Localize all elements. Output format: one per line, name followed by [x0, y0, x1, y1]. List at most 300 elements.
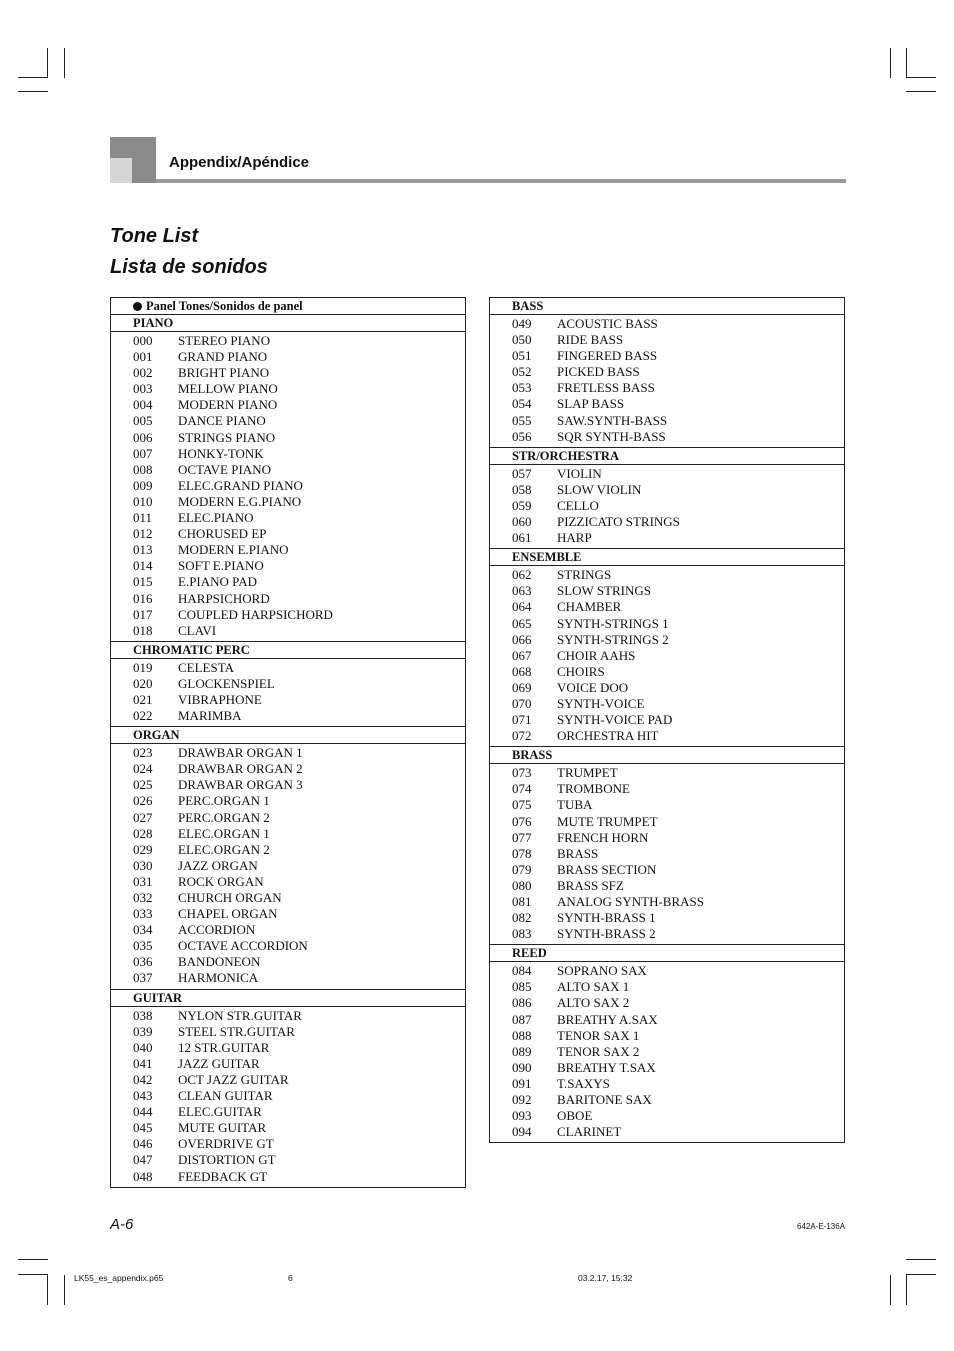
tone-row [111, 692, 465, 708]
tone-name: DISTORTION GT [178, 1152, 276, 1168]
tone-row [490, 1124, 844, 1140]
tone-row [490, 1060, 844, 1076]
tone-number: 055 [512, 412, 532, 428]
crop-mark [18, 1274, 48, 1275]
tone-row [111, 890, 465, 906]
tone-row [490, 380, 844, 396]
tone-row [490, 1076, 844, 1092]
left-column-body [111, 315, 465, 1187]
tone-name: SQR SYNTH-BASS [557, 428, 666, 444]
tone-name: CHAMBER [557, 599, 622, 615]
tone-row [490, 1012, 844, 1028]
tone-name: SYNTH-STRINGS 2 [557, 631, 669, 647]
tone-row [490, 429, 844, 445]
tone-number: 091 [512, 1075, 532, 1091]
tone-name: RIDE BASS [557, 332, 624, 348]
tone-number: 009 [133, 477, 153, 493]
tone-number: 082 [512, 910, 532, 926]
crop-mark [906, 91, 936, 92]
tone-row [111, 954, 465, 970]
tone-number: 084 [512, 963, 532, 979]
tone-row [490, 797, 844, 813]
tone-row [111, 462, 465, 478]
tone-number: 093 [512, 1108, 532, 1124]
tone-number: 003 [133, 381, 153, 397]
tone-name: CLARINET [557, 1124, 622, 1140]
tone-row [490, 862, 844, 878]
tone-name: SYNTH-STRINGS 1 [557, 615, 669, 631]
tone-number: 008 [133, 461, 153, 477]
tone-name: BRIGHT PIANO [178, 365, 270, 381]
tone-name: ELEC.GUITAR [178, 1104, 262, 1120]
tone-number: 007 [133, 445, 153, 461]
tone-row [490, 781, 844, 797]
tone-number: 062 [512, 567, 532, 583]
tone-name: MARIMBA [178, 708, 242, 724]
tone-row [490, 846, 844, 862]
tone-number: 065 [512, 615, 532, 631]
tone-row [490, 498, 844, 514]
tone-row [490, 396, 844, 412]
tone-rows [111, 1007, 465, 1187]
tone-row [111, 494, 465, 510]
tone-number: 015 [133, 574, 153, 590]
tone-row [490, 332, 844, 348]
tone-number: 001 [133, 349, 153, 365]
tone-row [490, 648, 844, 664]
tone-name: BREATHY A.SAX [557, 1011, 658, 1027]
tone-number: 078 [512, 845, 532, 861]
tone-number: 004 [133, 397, 153, 413]
tone-number: 058 [512, 481, 532, 497]
category-heading: BASS [490, 298, 844, 315]
category-heading: PIANO [111, 315, 465, 332]
tone-number: 045 [133, 1120, 153, 1136]
tone-number: 018 [133, 622, 153, 638]
slug-filename: LK55_es_appendix.p65 [74, 1273, 164, 1283]
tone-name: SAW.SYNTH-BASS [557, 412, 668, 428]
tone-name: CELESTA [178, 659, 235, 675]
tone-number: 043 [133, 1088, 153, 1104]
crop-mark [18, 91, 48, 92]
tone-row [111, 1136, 465, 1152]
tone-name: STRINGS [557, 567, 612, 583]
tone-row [111, 1152, 465, 1168]
header-rule [156, 179, 846, 183]
tone-row [490, 728, 844, 744]
tone-number: 041 [133, 1055, 153, 1071]
tone-number: 026 [133, 793, 153, 809]
tone-number: 013 [133, 542, 153, 558]
tone-row [490, 316, 844, 332]
tone-name: ALTO SAX 2 [557, 995, 630, 1011]
crop-mark [47, 48, 48, 78]
tone-name: MUTE GUITAR [178, 1120, 267, 1136]
tone-number: 042 [133, 1071, 153, 1087]
tone-row [111, 810, 465, 826]
tone-row [111, 607, 465, 623]
tone-row [111, 1169, 465, 1185]
tone-number: 085 [512, 979, 532, 995]
tone-number: 020 [133, 675, 153, 691]
tone-row [490, 830, 844, 846]
tone-name: SLAP BASS [557, 396, 625, 412]
tone-name: CLAVI [178, 622, 217, 638]
tone-number: 092 [512, 1092, 532, 1108]
tone-number: 089 [512, 1043, 532, 1059]
tone-row [111, 793, 465, 809]
tone-name: DRAWBAR ORGAN 1 [178, 745, 303, 761]
tone-name: FINGERED BASS [557, 348, 658, 364]
tone-row [490, 413, 844, 429]
crop-mark [18, 1259, 48, 1260]
tone-row [490, 466, 844, 482]
tone-number: 054 [512, 396, 532, 412]
tone-row [490, 995, 844, 1011]
tone-name: T.SAXYS [557, 1075, 610, 1091]
tone-name: OBOE [557, 1108, 593, 1124]
tone-number: 047 [133, 1152, 153, 1168]
tone-row [111, 1104, 465, 1120]
tone-name: STRINGS PIANO [178, 429, 276, 445]
tone-name: OVERDRIVE GT [178, 1136, 274, 1152]
tone-number: 034 [133, 922, 153, 938]
tone-row [490, 696, 844, 712]
category-heading: STR/ORCHESTRA [490, 447, 844, 465]
tone-name: PIZZICATO STRINGS [557, 514, 680, 530]
tone-row [490, 664, 844, 680]
tone-number: 088 [512, 1027, 532, 1043]
tone-number: 031 [133, 873, 153, 889]
tone-number: 002 [133, 365, 153, 381]
tone-rows [490, 465, 844, 548]
tone-row [490, 894, 844, 910]
tone-row [490, 963, 844, 979]
tone-number: 021 [133, 691, 153, 707]
tone-name: BRASS [557, 845, 599, 861]
tone-number: 066 [512, 631, 532, 647]
tone-row [111, 446, 465, 462]
tone-number: 051 [512, 348, 532, 364]
tone-row [111, 1072, 465, 1088]
category-heading: GUITAR [111, 989, 465, 1007]
tone-name: VIOLIN [557, 465, 602, 481]
tone-row [490, 712, 844, 728]
category-heading: REED [490, 944, 844, 962]
tone-row [111, 1120, 465, 1136]
tone-row [490, 514, 844, 530]
tone-row [111, 478, 465, 494]
tone-name: CHOIRS [557, 663, 605, 679]
tone-row [111, 1008, 465, 1024]
tone-number: 000 [133, 333, 153, 348]
tone-name: NYLON STR.GUITAR [178, 1007, 302, 1023]
tone-number: 033 [133, 906, 153, 922]
tone-name: FRENCH HORN [557, 829, 649, 845]
crop-mark [890, 1275, 891, 1305]
tone-row [111, 558, 465, 574]
tone-name: MODERN E.G.PIANO [178, 493, 302, 509]
tone-row [111, 1040, 465, 1056]
tone-row [490, 1028, 844, 1044]
tone-row [111, 938, 465, 954]
tone-name: PERC.ORGAN 2 [178, 809, 270, 825]
tone-name: CHOIR AAHS [557, 647, 636, 663]
panel-tones-label: Panel Tones/Sonidos de panel [146, 299, 303, 313]
crop-mark [64, 1275, 65, 1305]
tone-number: 049 [512, 316, 532, 331]
tone-number: 038 [133, 1007, 153, 1023]
tone-row [111, 874, 465, 890]
tone-number: 006 [133, 429, 153, 445]
tone-row [111, 970, 465, 986]
bullet-icon [133, 302, 142, 311]
tone-name: STEEL STR.GUITAR [178, 1023, 295, 1039]
tone-name: JAZZ ORGAN [178, 857, 258, 873]
tone-number: 060 [512, 514, 532, 530]
tone-number: 056 [512, 428, 532, 444]
tone-row [111, 858, 465, 874]
tone-row [111, 745, 465, 761]
crop-mark [906, 77, 936, 78]
tone-name: MELLOW PIANO [178, 381, 278, 397]
tone-name: ELEC.PIANO [178, 510, 254, 526]
tone-number: 025 [133, 777, 153, 793]
tone-row [490, 765, 844, 781]
tone-number: 014 [133, 558, 153, 574]
tone-name: DANCE PIANO [178, 413, 266, 429]
tone-number: 046 [133, 1136, 153, 1152]
tone-name: BREATHY T.SAX [557, 1059, 656, 1075]
tone-name: ACOUSTIC BASS [557, 316, 658, 331]
tone-row [111, 1024, 465, 1040]
tone-row [111, 542, 465, 558]
tone-name: JAZZ GUITAR [178, 1055, 260, 1071]
tone-name: MODERN PIANO [178, 397, 278, 413]
page-folio: A-6 [110, 1216, 134, 1233]
tone-name: VIBRAPHONE [178, 691, 262, 707]
tone-name: OCT JAZZ GUITAR [178, 1071, 289, 1087]
tone-number: 061 [512, 530, 532, 546]
tone-name: STEREO PIANO [178, 333, 271, 348]
tone-row [490, 910, 844, 926]
crop-mark [906, 48, 907, 78]
tone-name: ORCHESTRA HIT [557, 728, 659, 744]
tone-row [490, 680, 844, 696]
crop-mark [64, 48, 65, 78]
tone-number: 039 [133, 1023, 153, 1039]
tone-rows [111, 332, 465, 641]
tone-number: 024 [133, 761, 153, 777]
tone-row [111, 777, 465, 793]
tone-name: PERC.ORGAN 1 [178, 793, 270, 809]
tone-row [490, 878, 844, 894]
tone-name: TENOR SAX 1 [557, 1027, 640, 1043]
tone-name: PICKED BASS [557, 364, 640, 380]
tone-name: SOPRANO SAX [557, 963, 647, 979]
tone-rows [490, 764, 844, 944]
tone-table-left [110, 297, 466, 1188]
tone-number: 069 [512, 679, 532, 695]
tone-number: 010 [133, 493, 153, 509]
tone-number: 016 [133, 590, 153, 606]
tone-row [111, 349, 465, 365]
tone-row [490, 979, 844, 995]
tone-name: SOFT E.PIANO [178, 558, 264, 574]
tone-number: 057 [512, 465, 532, 481]
tone-row [111, 397, 465, 413]
tone-name: SLOW VIOLIN [557, 481, 642, 497]
tone-number: 079 [512, 861, 532, 877]
tone-row [111, 510, 465, 526]
crop-mark [890, 48, 891, 78]
tone-name: CHURCH ORGAN [178, 890, 282, 905]
tone-name: SYNTH-VOICE PAD [557, 712, 673, 728]
tone-row [111, 1056, 465, 1072]
tone-number: 064 [512, 599, 532, 615]
tone-name: ANALOG SYNTH-BRASS [557, 894, 704, 909]
tone-row [111, 842, 465, 858]
tone-name: HARP [557, 530, 592, 546]
tone-number: 035 [133, 938, 153, 954]
tone-row [111, 676, 465, 692]
tone-name: ROCK ORGAN [178, 873, 264, 889]
tone-number: 076 [512, 813, 532, 829]
tone-row [490, 530, 844, 546]
tone-number: 029 [133, 841, 153, 857]
tone-number: 022 [133, 708, 153, 724]
panel-tones-heading [111, 298, 465, 315]
tone-row [490, 616, 844, 632]
tone-row [490, 1092, 844, 1108]
tone-row [111, 365, 465, 381]
tone-name: HARMONICA [178, 970, 259, 986]
tone-name: GRAND PIANO [178, 349, 268, 365]
tone-name: BRASS SFZ [557, 877, 624, 893]
tone-row [111, 526, 465, 542]
tone-number: 070 [512, 695, 532, 711]
tone-name: CELLO [557, 497, 599, 513]
tone-number: 036 [133, 954, 153, 970]
slug-page-number: 6 [288, 1273, 293, 1283]
tone-number: 075 [512, 797, 532, 813]
tone-number: 073 [512, 765, 532, 781]
tone-row [111, 708, 465, 724]
category-heading: ORGAN [111, 726, 465, 744]
tone-row [490, 1108, 844, 1124]
tone-name: DRAWBAR ORGAN 2 [178, 761, 303, 777]
tone-row [111, 906, 465, 922]
tone-row [111, 413, 465, 429]
tone-table-right [489, 297, 845, 1143]
category-heading: BRASS [490, 746, 844, 764]
tone-number: 017 [133, 606, 153, 622]
tone-row [490, 1044, 844, 1060]
tone-name: ALTO SAX 1 [557, 979, 630, 995]
tone-row [111, 1088, 465, 1104]
tone-name: TENOR SAX 2 [557, 1043, 640, 1059]
tone-name: CLEAN GUITAR [178, 1088, 273, 1104]
tone-rows [111, 659, 465, 726]
tone-row [111, 574, 465, 590]
tone-number: 032 [133, 890, 153, 905]
tone-row [490, 926, 844, 942]
tone-name: TRUMPET [557, 765, 618, 781]
category-heading: CHROMATIC PERC [111, 641, 465, 659]
tone-name: HONKY-TONK [178, 445, 264, 461]
tone-number: 027 [133, 809, 153, 825]
tone-number: 074 [512, 781, 532, 797]
tone-name: CHORUSED EP [178, 526, 267, 542]
tone-name: BRASS SECTION [557, 861, 657, 877]
crop-mark [906, 1259, 936, 1260]
tone-name: SLOW STRINGS [557, 583, 652, 599]
tone-number: 030 [133, 857, 153, 873]
tone-number: 050 [512, 332, 532, 348]
tone-name: ELEC.GRAND PIANO [178, 477, 303, 493]
tone-name: ELEC.ORGAN 2 [178, 841, 270, 857]
document-code: 642A-E-136A [797, 1222, 846, 1231]
tone-rows [111, 744, 465, 988]
tone-row [111, 623, 465, 639]
page-title-spanish: Lista de sonidos [110, 256, 268, 278]
tone-name: 12 STR.GUITAR [178, 1039, 270, 1055]
tone-rows [490, 962, 844, 1142]
tone-row [490, 599, 844, 615]
tone-number: 067 [512, 647, 532, 663]
crop-mark [906, 1275, 907, 1305]
tone-row [490, 583, 844, 599]
section-marker-inner [110, 158, 132, 183]
tone-name: HARPSICHORD [178, 590, 270, 606]
tone-row [111, 591, 465, 607]
tone-row [111, 381, 465, 397]
tone-row [490, 632, 844, 648]
tone-name: E.PIANO PAD [178, 574, 257, 590]
tone-row [111, 430, 465, 446]
tone-number: 094 [512, 1124, 532, 1140]
crop-mark [18, 77, 48, 78]
tone-row [111, 922, 465, 938]
tone-number: 081 [512, 894, 532, 909]
tone-number: 086 [512, 995, 532, 1011]
tone-name: BARITONE SAX [557, 1092, 652, 1108]
section-title: Appendix/Apéndice [169, 154, 310, 171]
tone-name: TROMBONE [557, 781, 630, 797]
tone-number: 063 [512, 583, 532, 599]
tone-number: 068 [512, 663, 532, 679]
crop-mark [906, 1274, 936, 1275]
tone-number: 087 [512, 1011, 532, 1027]
tone-name: CHAPEL ORGAN [178, 906, 278, 922]
tone-number: 023 [133, 745, 153, 761]
tone-number: 052 [512, 364, 532, 380]
tone-number: 072 [512, 728, 532, 744]
tone-number: 040 [133, 1039, 153, 1055]
tone-name: ELEC.ORGAN 1 [178, 825, 270, 841]
tone-name: GLOCKENSPIEL [178, 675, 275, 691]
tone-name: DRAWBAR ORGAN 3 [178, 777, 303, 793]
tone-number: 012 [133, 526, 153, 542]
tone-row [490, 482, 844, 498]
tone-name: ACCORDION [178, 922, 256, 938]
tone-name: OCTAVE ACCORDION [178, 938, 308, 954]
tone-number: 037 [133, 970, 153, 986]
tone-number: 005 [133, 413, 153, 429]
tone-row [490, 814, 844, 830]
tone-name: SYNTH-VOICE [557, 695, 645, 711]
tone-name: SYNTH-BRASS 1 [557, 910, 656, 926]
